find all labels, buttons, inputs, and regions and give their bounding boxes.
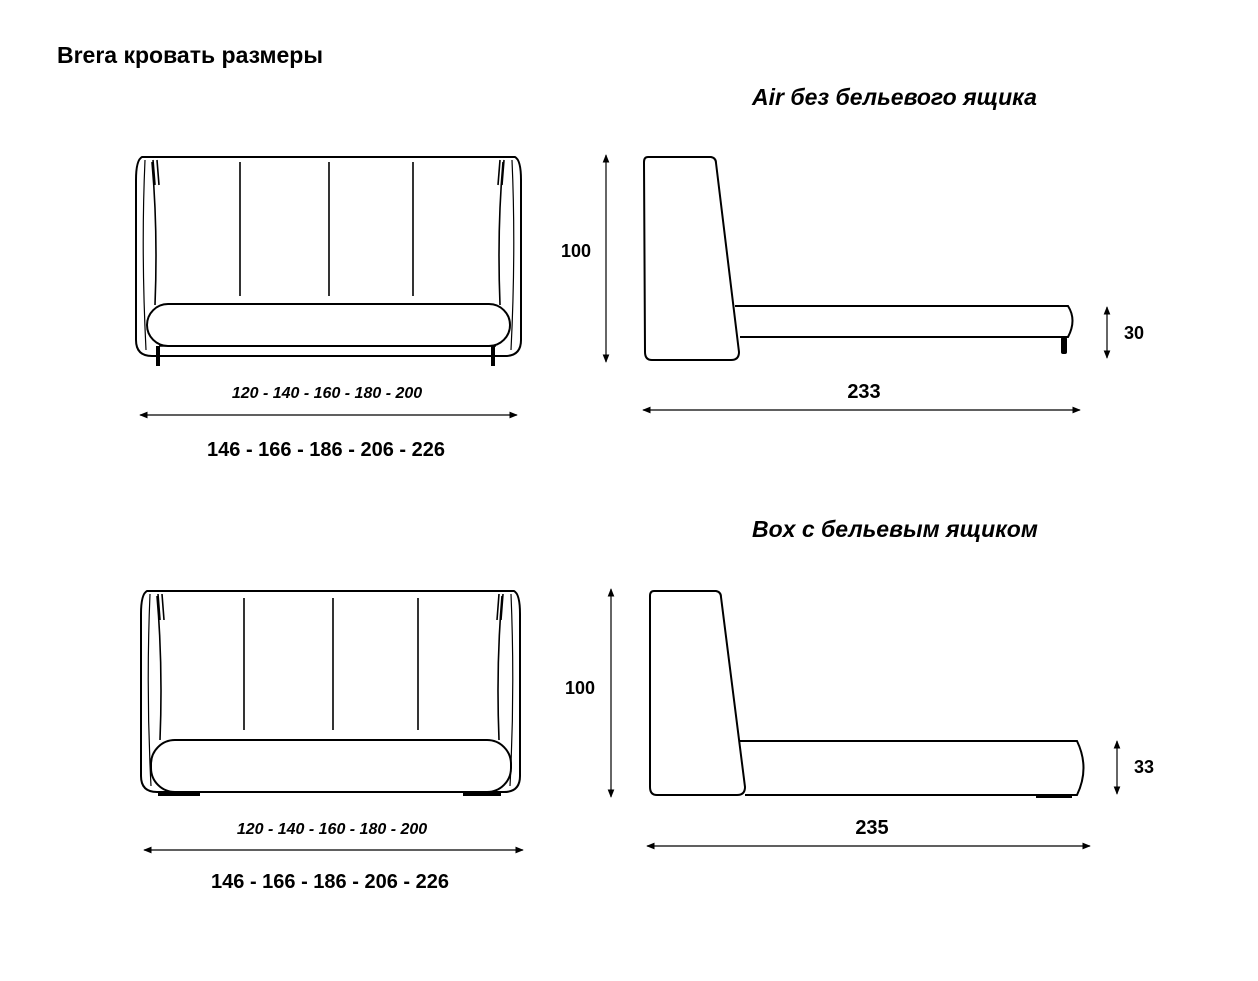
air-headboard-height-label: 100 <box>560 241 592 261</box>
box-inner-width-label: 120 - 140 - 160 - 180 - 200 <box>236 821 428 838</box>
box-outer-width-label: 146 - 166 - 186 - 206 - 226 <box>211 871 449 893</box>
box-variant-title: Box с бельевым ящиком <box>752 516 1038 542</box>
box-foot-side <box>1036 795 1072 798</box>
box-front-view <box>141 591 520 796</box>
box-variant <box>141 516 1154 893</box>
air-length-label: 233 <box>847 381 881 403</box>
bed-leg-left <box>156 346 160 366</box>
box-headboard-height-label: 100 <box>564 678 596 698</box>
air-variant <box>136 84 1144 461</box>
box-foot-left <box>158 792 200 796</box>
air-frame-height-label: 30 <box>1123 323 1145 343</box>
box-side-view <box>650 591 1084 798</box>
air-side-view <box>644 157 1073 360</box>
air-front-view <box>136 157 521 366</box>
box-length-label: 235 <box>855 817 889 839</box>
box-foot-right <box>463 792 501 796</box>
bed-leg-side <box>1061 337 1067 354</box>
box-frame-height-label: 33 <box>1133 757 1155 777</box>
page-title: Brera кровать размеры <box>57 42 323 68</box>
air-inner-width-label: 120 - 140 - 160 - 180 - 200 <box>231 385 423 402</box>
air-variant-title: Air без бельевого ящика <box>752 84 1037 110</box>
air-outer-width-label: 146 - 166 - 186 - 206 - 226 <box>207 439 445 461</box>
bed-leg-right <box>491 346 495 366</box>
